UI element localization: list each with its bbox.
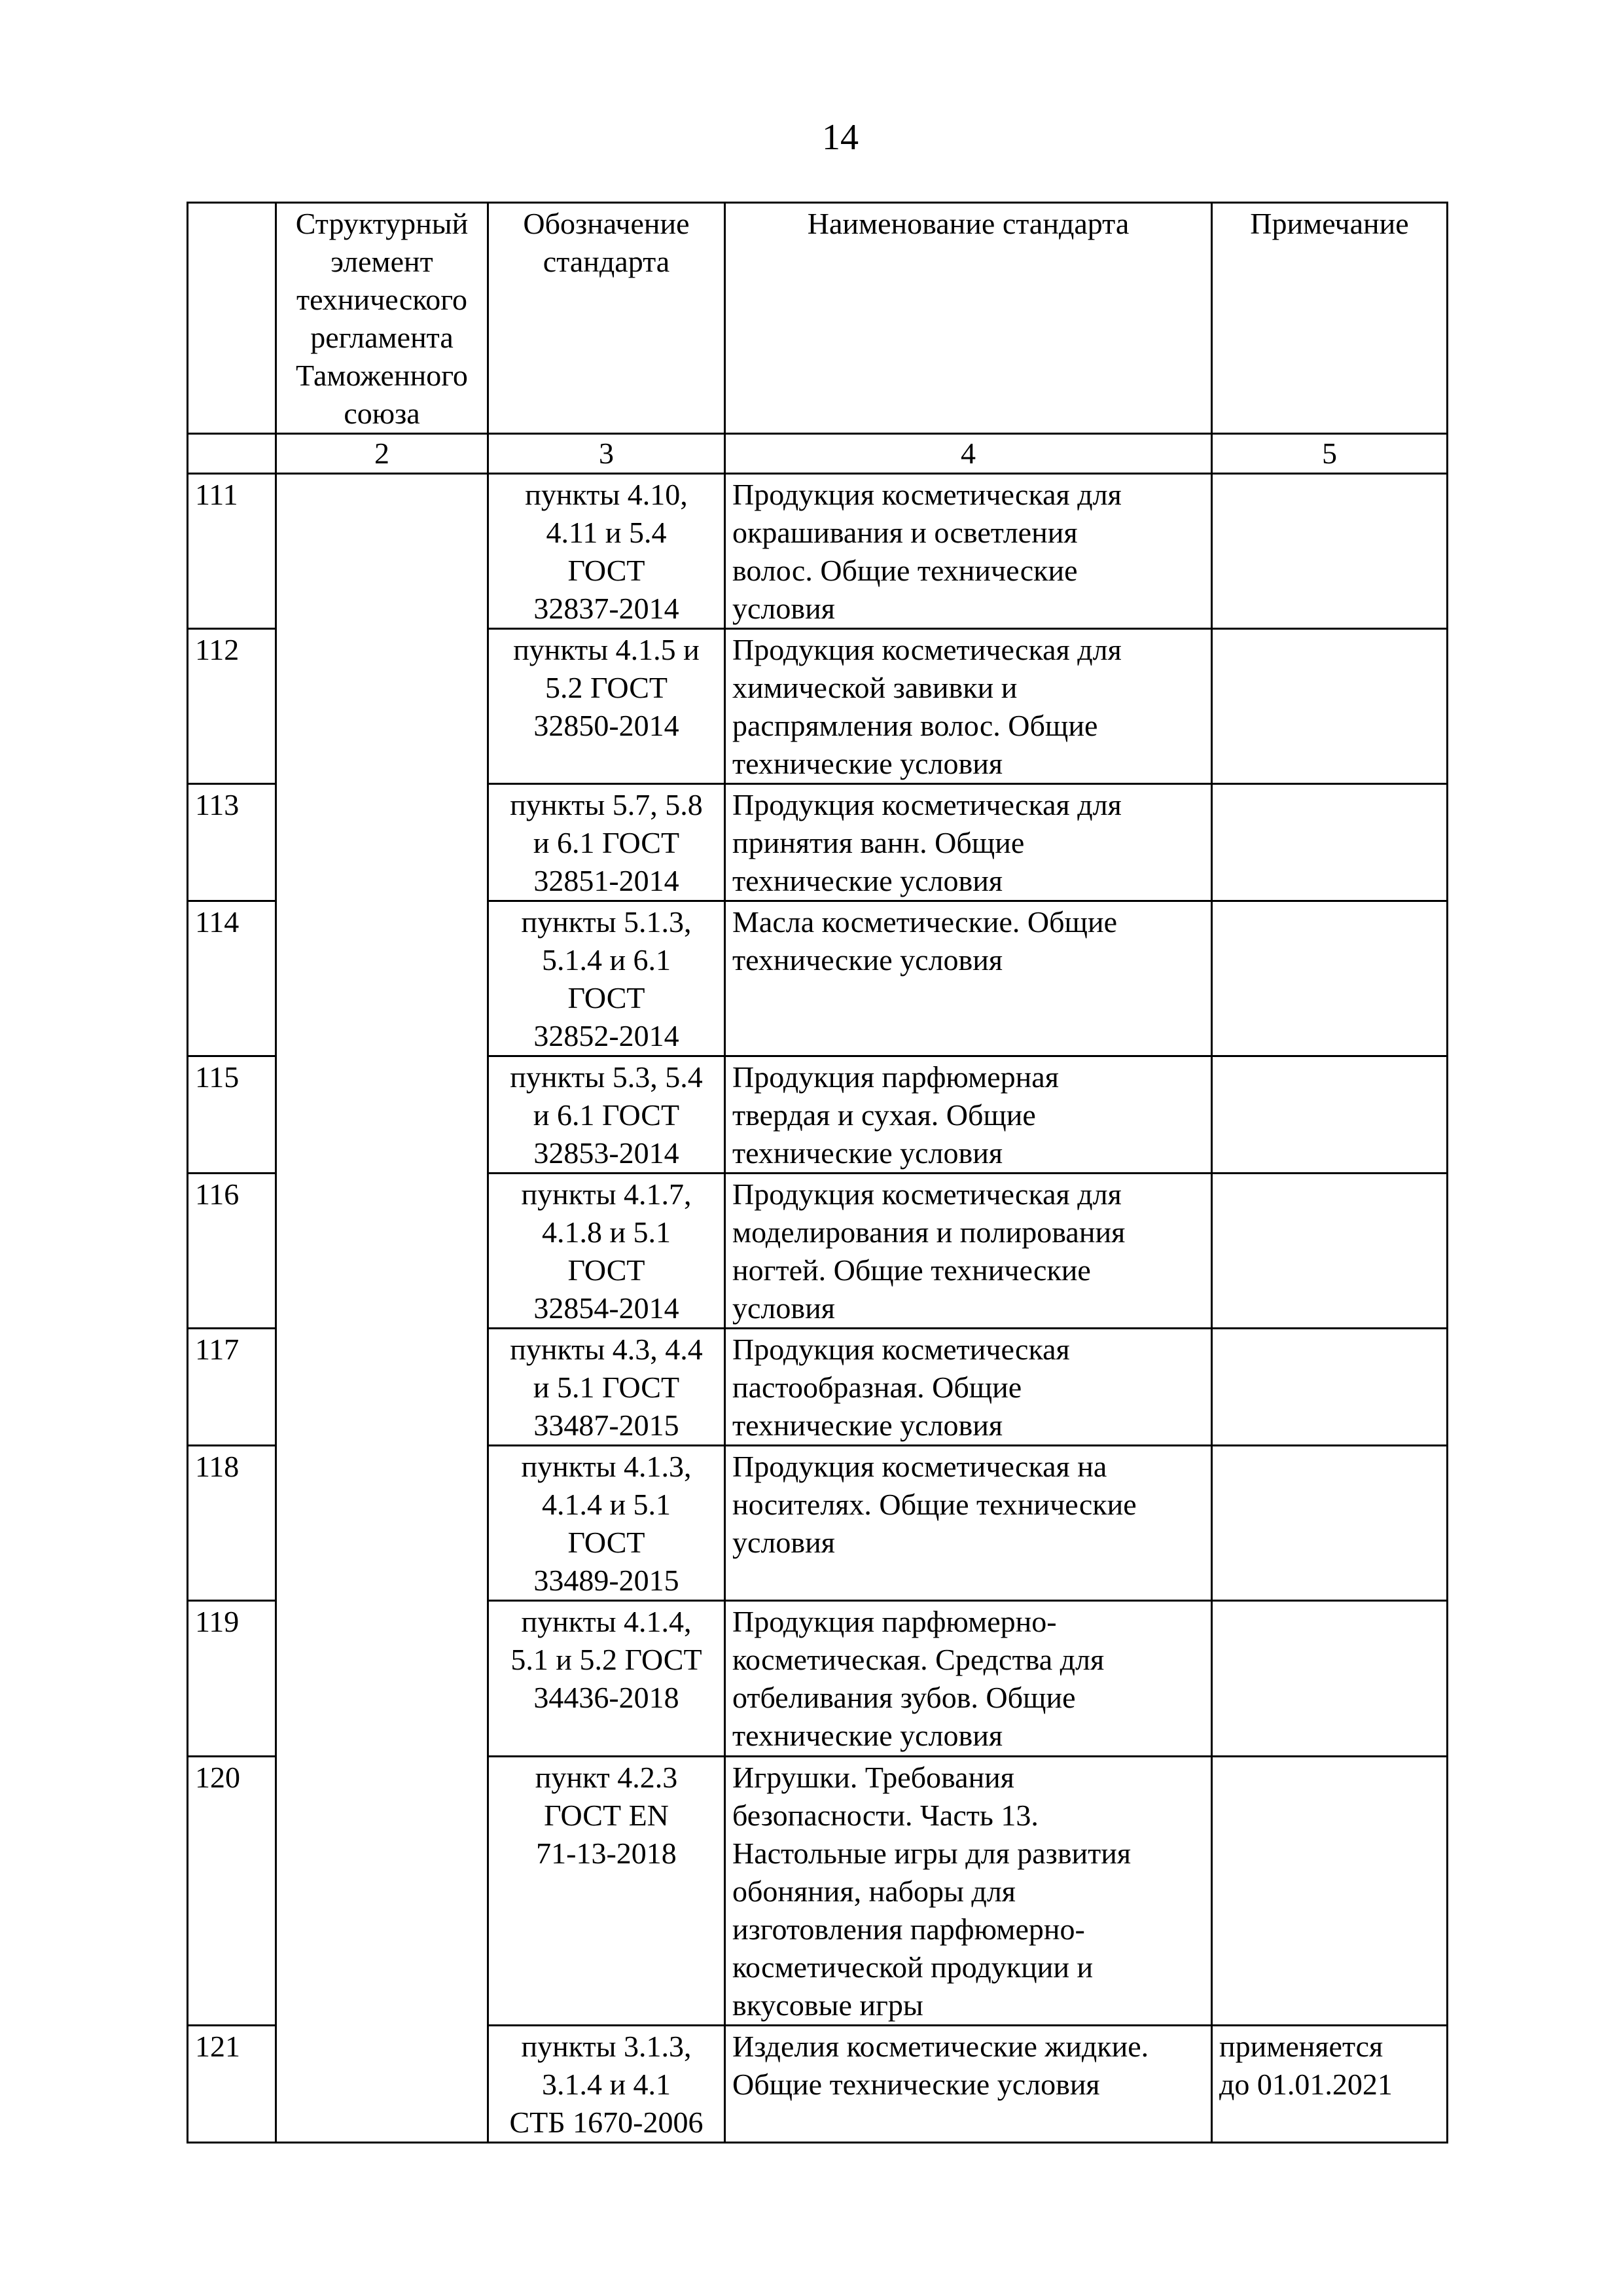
row-number: 112 <box>188 629 276 784</box>
header-name: Наименование стандарта <box>725 203 1212 434</box>
column-number: 3 <box>488 434 725 474</box>
note <box>1212 1329 1448 1446</box>
row-number: 120 <box>188 1757 276 2026</box>
note <box>1212 1601 1448 1757</box>
standard-name: Игрушки. Требования безопасности. Часть 13. Настольные игры для развития обоняния, наборы для изготовления парфюмерно- косметической продукции и вкусовые игры <box>725 1757 1212 2026</box>
standard-name: Продукция парфюмерная твердая и сухая. Общие технические условия <box>725 1056 1212 1174</box>
header-row <box>188 203 1448 434</box>
note <box>1212 784 1448 901</box>
row-number: 111 <box>188 474 276 629</box>
standard-designation: пункты 4.3, 4.4 и 5.1 ГОСТ 33487-2015 <box>488 1329 725 1446</box>
note <box>1212 474 1448 629</box>
note <box>1212 901 1448 1056</box>
row-number: 114 <box>188 901 276 1056</box>
standard-name: Продукция парфюмерно- косметическая. Средства для отбеливания зубов. Общие технические условия <box>725 1601 1212 1757</box>
row-number: 117 <box>188 1329 276 1446</box>
standard-designation: пункты 4.1.3, 4.1.4 и 5.1 ГОСТ 33489-2015 <box>488 1446 725 1601</box>
table-row <box>188 474 1448 629</box>
standard-name: Продукция косметическая для химической завивки и распрямления волос. Общие технические условия <box>725 629 1212 784</box>
column-number-row <box>188 434 1448 474</box>
row-number: 113 <box>188 784 276 901</box>
standard-name: Продукция косметическая для принятия ванн. Общие технические условия <box>725 784 1212 901</box>
standards-table <box>187 202 1448 2144</box>
row-number: 118 <box>188 1446 276 1601</box>
standard-designation: пункты 5.3, 5.4 и 6.1 ГОСТ 32853-2014 <box>488 1056 725 1174</box>
note <box>1212 629 1448 784</box>
column-number: 4 <box>725 434 1212 474</box>
standard-designation: пункты 4.1.7, 4.1.8 и 5.1 ГОСТ 32854-2014 <box>488 1174 725 1329</box>
page-number: 14 <box>822 117 859 158</box>
standard-name: Продукция косметическая на носителях. Общие технические условия <box>725 1446 1212 1601</box>
row-number: 119 <box>188 1601 276 1757</box>
header-num <box>188 203 276 434</box>
standard-name: Продукция косметическая для моделирования и полирования ногтей. Общие технические условия <box>725 1174 1212 1329</box>
header-designation: Обозначение стандарта <box>488 203 725 434</box>
standard-designation: пункты 5.1.3, 5.1.4 и 6.1 ГОСТ 32852-2014 <box>488 901 725 1056</box>
standard-name: Продукция косметическая пастообразная. Общие технические условия <box>725 1329 1212 1446</box>
note <box>1212 1757 1448 2026</box>
standard-designation: пункты 5.7, 5.8 и 6.1 ГОСТ 32851-2014 <box>488 784 725 901</box>
row-number: 115 <box>188 1056 276 1174</box>
column-number: 5 <box>1212 434 1448 474</box>
standard-name: Изделия косметические жидкие. Общие технические условия <box>725 2026 1212 2143</box>
standard-designation: пункты 4.1.4, 5.1 и 5.2 ГОСТ 34436-2018 <box>488 1601 725 1757</box>
note <box>1212 1056 1448 1174</box>
structural-element-cell <box>276 474 488 2143</box>
note: применяется до 01.01.2021 <box>1212 2026 1448 2143</box>
column-number <box>188 434 276 474</box>
standard-name: Масла косметические. Общие технические условия <box>725 901 1212 1056</box>
standard-designation: пункты 3.1.3, 3.1.4 и 4.1 СТБ 1670-2006 <box>488 2026 725 2143</box>
standard-designation: пункт 4.2.3 ГОСТ EN 71-13-2018 <box>488 1757 725 2026</box>
row-number: 116 <box>188 1174 276 1329</box>
standard-designation: пункты 4.1.5 и 5.2 ГОСТ 32850-2014 <box>488 629 725 784</box>
note <box>1212 1174 1448 1329</box>
standard-name: Продукция косметическая для окрашивания и осветления волос. Общие технические условия <box>725 474 1212 629</box>
standard-designation: пункты 4.10, 4.11 и 5.4 ГОСТ 32837-2014 <box>488 474 725 629</box>
note <box>1212 1446 1448 1601</box>
column-number: 2 <box>276 434 488 474</box>
row-number: 121 <box>188 2026 276 2143</box>
header-structural-element: Структурный элемент технического регламента Таможенного союза <box>276 203 488 434</box>
header-note: Примечание <box>1212 203 1448 434</box>
